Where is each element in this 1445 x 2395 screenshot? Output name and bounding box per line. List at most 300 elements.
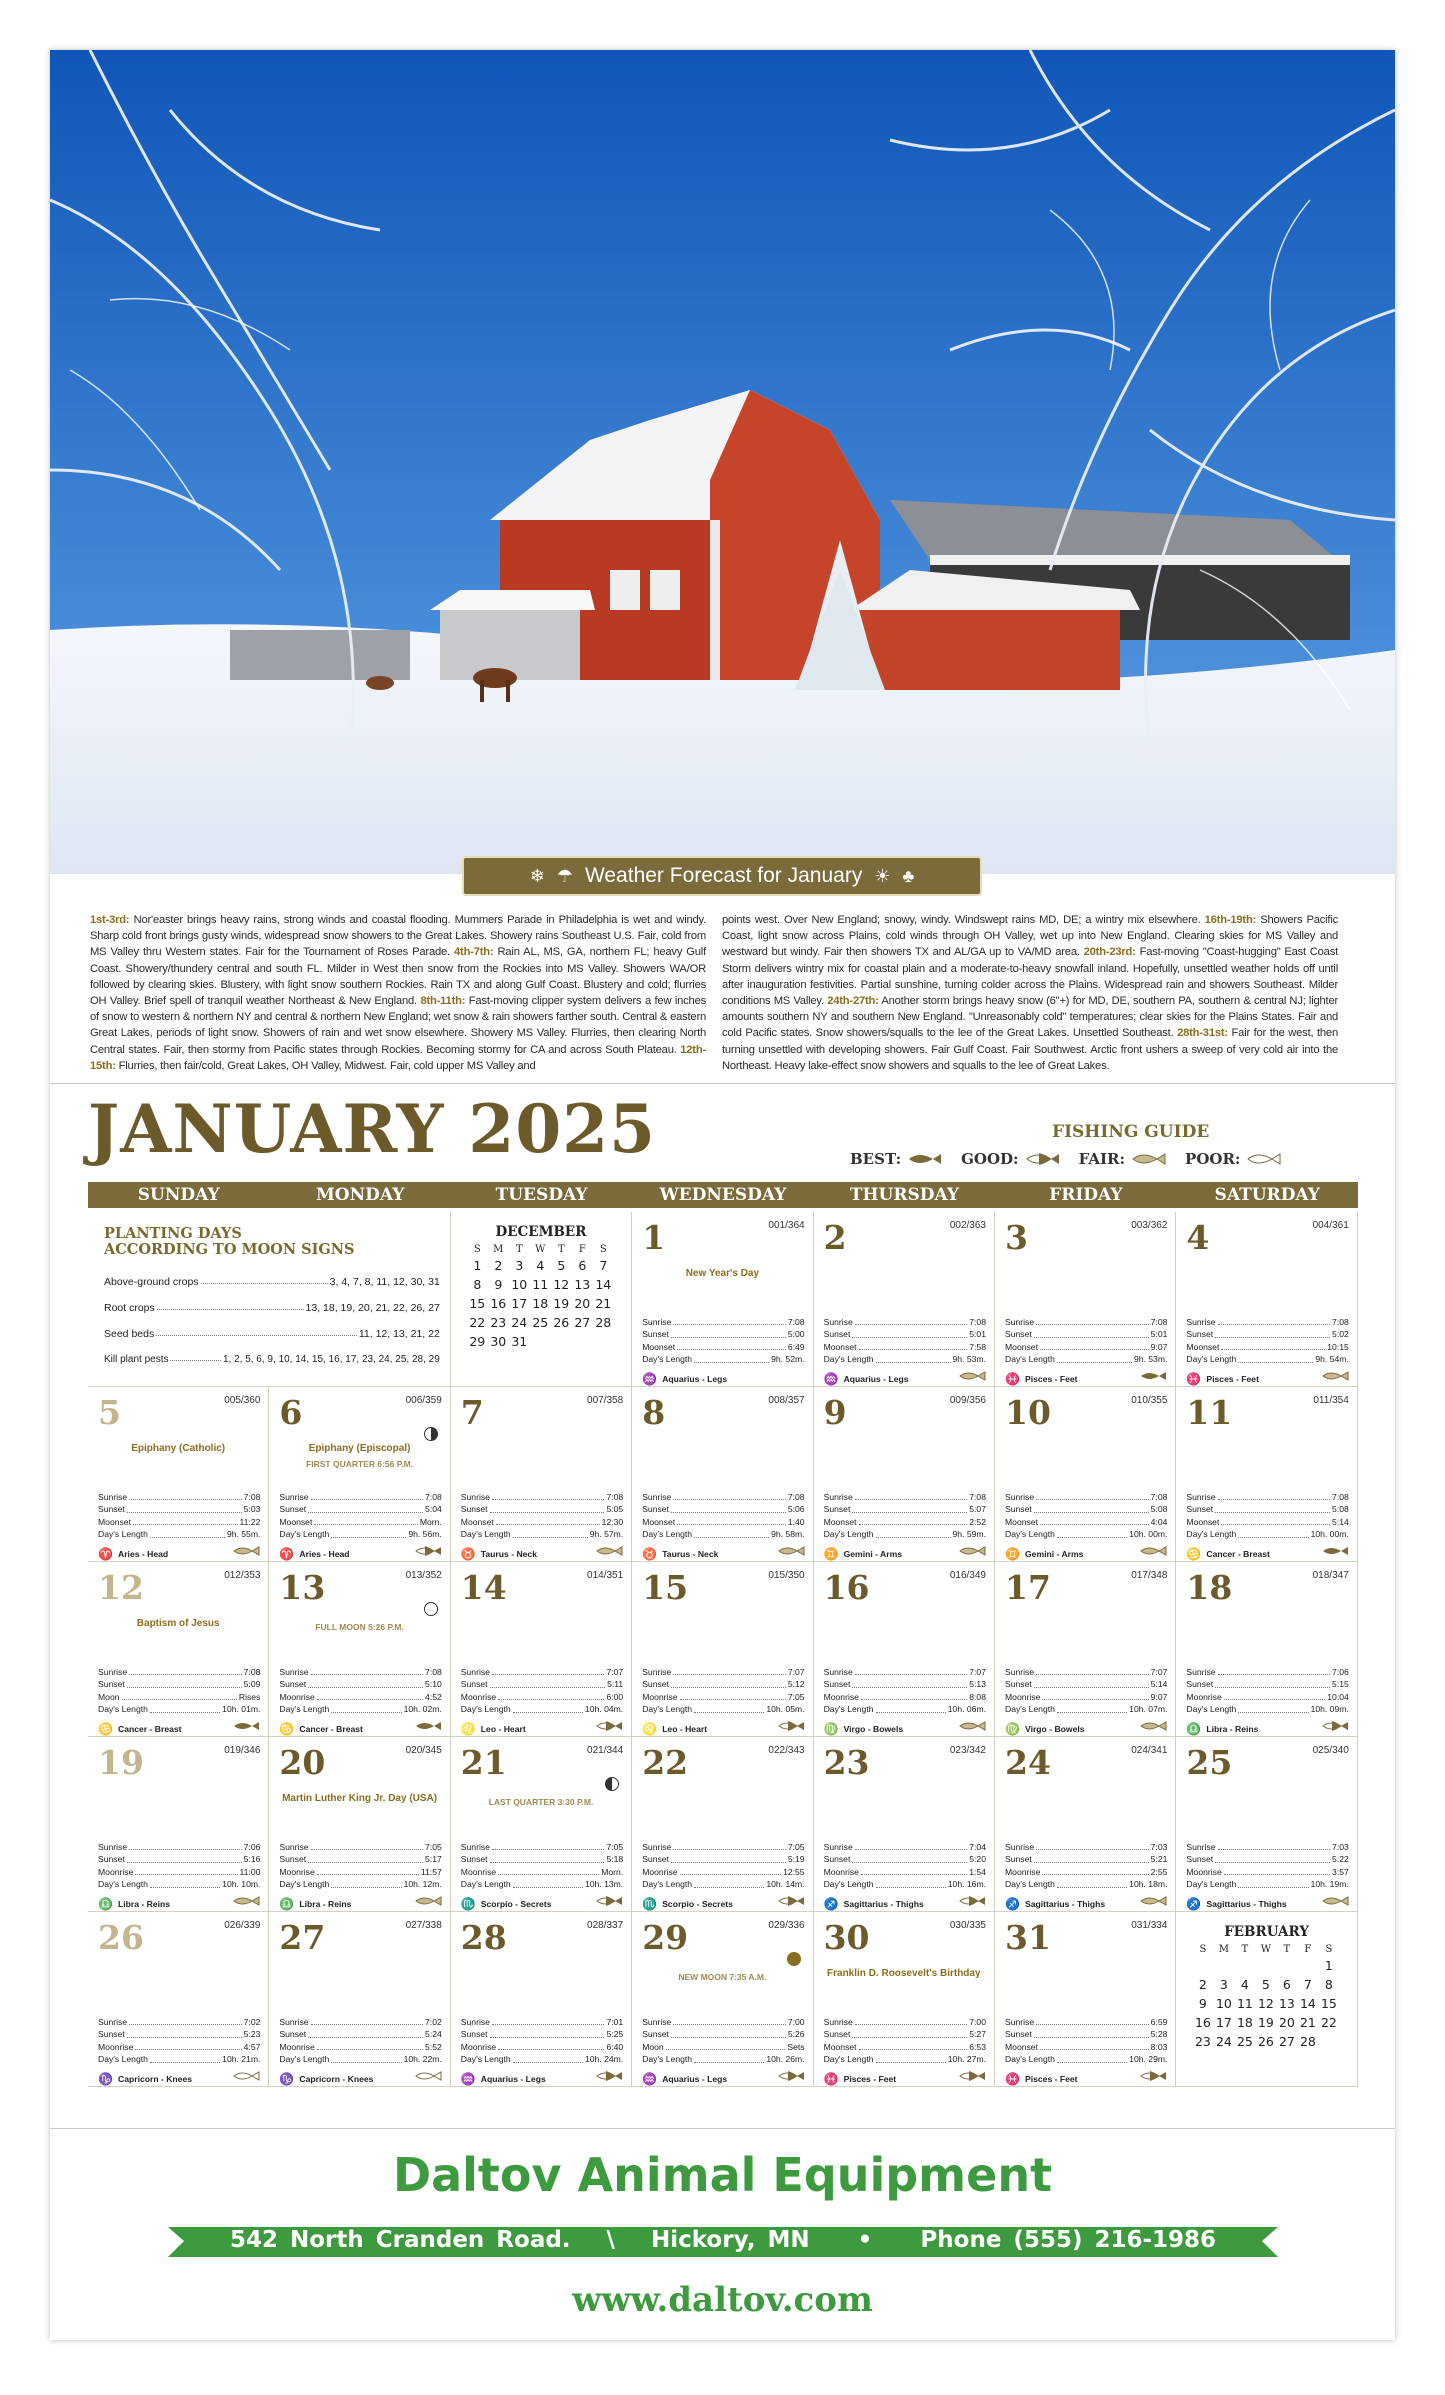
day-number: 15 bbox=[642, 1568, 689, 1607]
astro-label: Sunset bbox=[460, 2029, 488, 2040]
zodiac-icon: ♐ bbox=[1186, 1897, 1202, 1911]
day-cell bbox=[814, 1212, 995, 1387]
astro-label: Moonset bbox=[642, 1516, 676, 1527]
mini-weekday: S bbox=[1325, 1943, 1333, 1955]
astro-value: 7:58 bbox=[969, 1341, 986, 1352]
fishing-best-label: BEST: bbox=[850, 1150, 902, 1168]
fish-fair-icon bbox=[232, 1895, 260, 1907]
moon-row bbox=[1186, 1516, 1348, 1528]
planting-row-days: 11, 12, 13, 21, 22 bbox=[358, 1328, 440, 1340]
moon-row bbox=[1005, 1691, 1167, 1703]
day-length-row bbox=[642, 2053, 804, 2065]
astro-label: Sunset bbox=[1005, 1679, 1032, 1690]
astro-value: 10h. 22m. bbox=[403, 2054, 442, 2065]
mini-day: 5 bbox=[557, 1258, 566, 1273]
astro-label: Moonset bbox=[1186, 1516, 1220, 1527]
astro-label: Sunset bbox=[98, 2029, 125, 2040]
astro-label: Moonrise bbox=[1186, 1866, 1222, 1877]
astronomy-data bbox=[824, 2016, 986, 2066]
day-cell bbox=[814, 1737, 995, 1912]
fish-good-icon bbox=[1139, 2070, 1167, 2082]
fishing-fair bbox=[1079, 1150, 1167, 1168]
astronomy-data bbox=[642, 1491, 804, 1541]
day-length-row bbox=[642, 1528, 804, 1540]
holiday-label: Epiphany (Episcopal) bbox=[308, 1443, 411, 1454]
astronomy-data bbox=[461, 1491, 623, 1541]
astro-value: 7:05 bbox=[425, 1842, 442, 1852]
astro-value: 5:24 bbox=[425, 2029, 442, 2040]
astro-value: 5:19 bbox=[787, 1854, 805, 1865]
astro-value: 6:59 bbox=[1150, 2017, 1168, 2027]
fish-fair-icon bbox=[958, 1720, 986, 1732]
fish-good-icon bbox=[1321, 1720, 1349, 1732]
day-length-row bbox=[279, 1528, 441, 1540]
day-number: 13 bbox=[279, 1568, 326, 1607]
astro-label: Sunrise bbox=[1005, 1842, 1035, 1852]
astro-value: 10h. 02m. bbox=[403, 1704, 442, 1715]
astro-value: 10h. 13m. bbox=[584, 1879, 624, 1890]
astro-value: 7:08 bbox=[787, 1317, 805, 1327]
day-number: 16 bbox=[823, 1568, 870, 1607]
sunset-row bbox=[642, 1503, 804, 1515]
sunset-row bbox=[824, 1853, 986, 1865]
day-length-row bbox=[461, 1878, 623, 1890]
astro-label: Day's Length bbox=[460, 1704, 511, 1715]
sunrise-row bbox=[98, 1491, 260, 1503]
moon-row bbox=[98, 2041, 260, 2053]
day-number: 9 bbox=[823, 1393, 847, 1432]
day-cell bbox=[632, 1737, 813, 1912]
moon-row bbox=[824, 1866, 986, 1878]
astro-label: Day's Length bbox=[823, 1879, 874, 1890]
fishing-fair-label: FAIR: bbox=[1078, 1150, 1126, 1168]
zodiac-label: Aquarius - Legs bbox=[480, 2074, 546, 2084]
sun-icon: ☀ bbox=[874, 865, 891, 886]
astronomy-data bbox=[98, 1841, 260, 1891]
day-of-year: 001/364 bbox=[768, 1220, 805, 1231]
astro-label: Moonrise bbox=[279, 1691, 315, 1702]
astro-value: 5:27 bbox=[969, 2029, 986, 2040]
astro-label: Sunset bbox=[1186, 1854, 1214, 1865]
sunrise-row bbox=[461, 1666, 623, 1678]
sunrise-row bbox=[279, 2016, 441, 2028]
mini-day: 14 bbox=[1299, 1996, 1316, 2011]
astro-label: Sunset bbox=[642, 1329, 669, 1340]
astro-value: 9h. 59m. bbox=[952, 1529, 986, 1540]
astro-value: 5:28 bbox=[1150, 2029, 1168, 2040]
planting-title-line-2: ACCORDING TO MOON SIGNS bbox=[104, 1241, 355, 1258]
mini-day: 9 bbox=[494, 1277, 503, 1292]
moon-row bbox=[642, 2041, 804, 2053]
day-cell bbox=[88, 1912, 269, 2087]
zodiac-icon: ♐ bbox=[823, 1897, 839, 1911]
sunrise-row bbox=[642, 1491, 804, 1503]
astro-label: Moonset bbox=[1005, 1341, 1038, 1352]
sunset-row bbox=[98, 2028, 260, 2040]
day-number: 25 bbox=[1186, 1743, 1233, 1782]
mini-calendar-title: FEBRUARY bbox=[1224, 1924, 1309, 1940]
astro-label: Sunrise bbox=[1186, 1317, 1216, 1327]
astro-value: 5:14 bbox=[1332, 1516, 1349, 1527]
day-number: 11 bbox=[1186, 1393, 1233, 1432]
astro-value: 5:52 bbox=[425, 2041, 442, 2052]
astro-label: Sunset bbox=[460, 1679, 488, 1690]
moon-row bbox=[824, 1341, 986, 1353]
astro-label: Sunset bbox=[1005, 1329, 1032, 1340]
astro-value: 2:52 bbox=[969, 1516, 986, 1527]
holiday-label: New Year's Day bbox=[685, 1268, 760, 1279]
forecast-text: Another storm brings heavy snow (6"+) for MD, DE, southern PA, southern & central NJ; lighter amounts southern NY and southern New England. "Unreasonably cold" temperatures; clear skies for the Plains States. Fair and cold Pacific states. Snow showers/squalls to the lee of the Great Lakes. Unsettled Southeast. bbox=[722, 995, 1339, 1040]
astro-value: 11:22 bbox=[239, 1516, 261, 1527]
calendar-grid bbox=[88, 1212, 1358, 2087]
astro-label: Sunrise bbox=[460, 1667, 490, 1677]
mini-day: 17 bbox=[511, 1296, 528, 1311]
astro-value: 7:08 bbox=[606, 1492, 624, 1502]
astronomy-data bbox=[1186, 1316, 1348, 1366]
astronomy-data bbox=[98, 1491, 260, 1541]
zodiac-label: Aquarius - Legs bbox=[662, 1374, 728, 1384]
day-of-year: 024/341 bbox=[1131, 1745, 1168, 1756]
day-length-row bbox=[1005, 1528, 1167, 1540]
day-of-year: 015/350 bbox=[768, 1570, 805, 1581]
astro-value: 5:01 bbox=[1150, 1329, 1168, 1340]
astro-value: 11:00 bbox=[239, 1866, 261, 1877]
moon-row bbox=[824, 1516, 986, 1528]
sunset-row bbox=[1005, 1853, 1167, 1865]
astro-label: Day's Length bbox=[98, 2054, 148, 2065]
moon-row bbox=[98, 1516, 260, 1528]
sunrise-row bbox=[461, 1491, 623, 1503]
zodiac-label: Sagittarius - Thighs bbox=[1206, 1899, 1287, 1909]
astro-label: Sunset bbox=[1186, 1329, 1214, 1340]
astro-value: 9h. 53m. bbox=[1133, 1354, 1168, 1365]
astro-value: 5:00 bbox=[787, 1329, 805, 1340]
mini-weekday: M bbox=[1218, 1943, 1230, 1955]
astro-label: Sunset bbox=[98, 1504, 125, 1515]
astronomy-data bbox=[461, 2016, 623, 2066]
astro-value: 4:57 bbox=[243, 2041, 261, 2052]
astro-label: Sunset bbox=[823, 2029, 851, 2040]
mini-day: 21 bbox=[1299, 2015, 1316, 2030]
zodiac-label: Aries - Head bbox=[118, 1549, 169, 1559]
forecast-text: Flurries, then fair/cold, Great Lakes, OH Valley, Midwest. Fair, cold upper MS Valley and bbox=[115, 1059, 536, 1072]
company-website[interactable]: www.daltov.com bbox=[572, 2280, 873, 2320]
moon-row bbox=[461, 1516, 623, 1528]
day-number: 19 bbox=[98, 1743, 144, 1782]
day-number: 5 bbox=[98, 1393, 121, 1432]
zodiac-label: Capricorn - Knees bbox=[118, 2074, 193, 2084]
sunset-row bbox=[1186, 1853, 1348, 1865]
mini-day: 22 bbox=[1320, 2015, 1337, 2030]
day-length-row bbox=[642, 1878, 804, 1890]
planting-row-label: Root crops bbox=[104, 1302, 155, 1314]
mini-calendar-table bbox=[1192, 1942, 1339, 2051]
sunset-row bbox=[1005, 1503, 1167, 1515]
astro-value: 10h. 16m. bbox=[947, 1879, 986, 1890]
planting-row-label: Seed beds bbox=[104, 1328, 155, 1340]
day-number: 3 bbox=[1005, 1218, 1028, 1257]
astro-value: 7:03 bbox=[1150, 1842, 1168, 1852]
astro-value: 7:08 bbox=[969, 1317, 986, 1327]
holiday-label: Franklin D. Roosevelt's Birthday bbox=[827, 1968, 981, 1979]
sunrise-row bbox=[824, 1841, 986, 1853]
day-cell bbox=[88, 1737, 269, 1912]
astro-label: Moonset bbox=[823, 2041, 857, 2052]
astronomy-data bbox=[461, 1841, 623, 1891]
astronomy-data bbox=[824, 1491, 986, 1541]
astro-label: Day's Length bbox=[642, 1704, 693, 1715]
zodiac-label: Libra - Reins bbox=[1206, 1724, 1259, 1734]
moon-row bbox=[1005, 1866, 1167, 1878]
fishing-poor bbox=[1185, 1150, 1282, 1168]
fish-best-icon bbox=[1321, 1545, 1349, 1557]
astro-label: Sunrise bbox=[279, 2017, 309, 2027]
moon-phase-icon bbox=[605, 1777, 619, 1791]
mini-day bbox=[1297, 1956, 1318, 1975]
fish-poor-icon bbox=[232, 2070, 260, 2082]
sunrise-row bbox=[1005, 2016, 1167, 2028]
sunset-row bbox=[1005, 1678, 1167, 1690]
astro-value: 7:07 bbox=[969, 1667, 986, 1677]
astro-label: Sunrise bbox=[98, 1842, 128, 1852]
astro-label: Day's Length bbox=[1005, 1354, 1055, 1365]
astro-value: 5:23 bbox=[243, 2029, 261, 2040]
planting-title bbox=[104, 1226, 355, 1258]
fish-fair-icon bbox=[1321, 1895, 1349, 1907]
astro-label: Day's Length bbox=[279, 1879, 330, 1890]
day-cell bbox=[88, 1387, 269, 1562]
astro-label: Day's Length bbox=[642, 1879, 693, 1890]
day-of-year: 027/338 bbox=[405, 1920, 442, 1931]
moon-row bbox=[279, 1866, 441, 1878]
day-number: 18 bbox=[1186, 1568, 1233, 1607]
astro-label: Sunrise bbox=[823, 1667, 853, 1677]
day-number: 17 bbox=[1005, 1568, 1051, 1607]
day-of-year: 020/345 bbox=[405, 1745, 442, 1756]
planting-title-line-1: PLANTING DAYS bbox=[104, 1225, 242, 1242]
astro-label: Sunrise bbox=[1005, 1492, 1035, 1502]
zodiac-label: Virgo - Bowels bbox=[843, 1724, 904, 1734]
sunrise-row bbox=[98, 2016, 260, 2028]
day-cell bbox=[451, 1387, 632, 1562]
address-ribbon bbox=[168, 2223, 1278, 2259]
astro-value: 7:08 bbox=[425, 1492, 442, 1502]
day-length-row bbox=[824, 1528, 986, 1540]
zodiac-icon: ♑ bbox=[98, 2072, 113, 2086]
footer-divider bbox=[50, 2128, 1395, 2129]
astro-label: Sunset bbox=[460, 1854, 488, 1865]
mini-day bbox=[1234, 1956, 1255, 1975]
holiday-label: Baptism of Jesus bbox=[136, 1618, 220, 1629]
day-length-row bbox=[98, 1878, 260, 1890]
day-length-row bbox=[98, 2053, 260, 2065]
day-cell bbox=[1176, 1212, 1357, 1387]
astro-value: 9h. 56m. bbox=[408, 1529, 442, 1540]
mini-day: 4 bbox=[1240, 1977, 1249, 1992]
sunrise-row bbox=[642, 1316, 804, 1328]
day-number: 22 bbox=[642, 1743, 689, 1782]
mini-day: 24 bbox=[1215, 2034, 1232, 2049]
astro-label: Sunrise bbox=[642, 1317, 672, 1327]
astro-label: Sunset bbox=[279, 2029, 307, 2040]
weekday-monday: MONDAY bbox=[315, 1185, 405, 1205]
zodiac-label: Aquarius - Legs bbox=[662, 2074, 728, 2084]
astro-value: 7:07 bbox=[606, 1667, 624, 1677]
fish-best-icon bbox=[414, 1720, 442, 1732]
astro-value: 7:03 bbox=[1332, 1842, 1349, 1852]
rain-cloud-icon: ☂ bbox=[556, 865, 573, 886]
mini-day: 28 bbox=[595, 1315, 612, 1330]
day-length-row bbox=[279, 1703, 441, 1715]
sunset-row bbox=[1186, 1503, 1348, 1515]
forecast-text: points west. Over New England; snowy, windy. Windswept rains MD, DE; a wintry mix elsewhere. bbox=[722, 914, 1205, 926]
astronomy-data bbox=[1005, 2016, 1167, 2066]
astro-label: Sunrise bbox=[1005, 2017, 1035, 2027]
fish-poor-icon bbox=[1246, 1152, 1282, 1166]
astro-value: 5:26 bbox=[787, 2029, 805, 2040]
astro-value: 5:13 bbox=[969, 1679, 986, 1690]
moon-phase-icon bbox=[787, 1952, 801, 1966]
moon-row bbox=[279, 1691, 441, 1703]
astronomy-data bbox=[98, 2016, 260, 2066]
moon-row bbox=[279, 2041, 441, 2053]
astronomy-data bbox=[279, 1491, 441, 1541]
astro-value: 10h. 07m. bbox=[1129, 1704, 1168, 1715]
day-number: 14 bbox=[460, 1568, 507, 1607]
day-cell bbox=[995, 1387, 1176, 1562]
day-length-row bbox=[461, 1528, 623, 1540]
day-number: 2 bbox=[823, 1218, 847, 1257]
mini-weekday: T bbox=[1241, 1943, 1249, 1955]
day-of-year: 005/360 bbox=[224, 1395, 261, 1406]
forecast-date-range: 12th-15th: bbox=[90, 1043, 706, 1072]
astro-label: Day's Length bbox=[1005, 1529, 1055, 1540]
sunset-row bbox=[642, 1678, 804, 1690]
weekday-wednesday: WEDNESDAY bbox=[659, 1185, 787, 1205]
zodiac-label: Scorpio - Secrets bbox=[480, 1899, 552, 1909]
mini-day: 10 bbox=[1215, 1996, 1232, 2011]
astro-value: 3:57 bbox=[1332, 1866, 1349, 1877]
astro-value: 5:06 bbox=[787, 1504, 805, 1515]
day-number: 30 bbox=[823, 1918, 870, 1957]
forecast-text: Rain AL, MS, GA, northern FL; heavy Gulf Coast. Showery/thundery central and south FL. Milder in West then snow from the Rockies into MS Valley. Showers WA/OR followed by clearing skies. Blustery, with light snow southern Rockies. Rain TX and along Gulf Coast. Blustery and cold; flurries OH Valley. Brief spell of tranquil weather Northeast & New England. bbox=[90, 946, 707, 1008]
mini-calendar-title: DECEMBER bbox=[495, 1224, 587, 1240]
sunrise-row bbox=[1005, 1491, 1167, 1503]
astro-value: 5:12 bbox=[787, 1679, 805, 1690]
fish-best-icon bbox=[907, 1152, 943, 1166]
zodiac-icon: ♍ bbox=[823, 1722, 839, 1736]
zodiac-label: Leo - Heart bbox=[662, 1724, 708, 1734]
astro-value: 10h. 04m. bbox=[584, 1704, 624, 1715]
astro-value: 7:08 bbox=[969, 1492, 986, 1502]
mini-calendar-december bbox=[451, 1212, 632, 1387]
zodiac-sign bbox=[642, 1372, 804, 1386]
mini-weekday: S bbox=[599, 1243, 607, 1255]
astronomy-data bbox=[824, 1316, 986, 1366]
zodiac-icon: ♒ bbox=[460, 2072, 476, 2086]
mini-day: 20 bbox=[574, 1296, 591, 1311]
mini-calendar-february bbox=[1176, 1912, 1357, 2087]
astro-value: 10h. 27m. bbox=[947, 2054, 986, 2065]
day-cell bbox=[995, 1737, 1176, 1912]
mini-day: 16 bbox=[1194, 2015, 1211, 2030]
mini-day: 7 bbox=[1303, 1977, 1312, 1992]
astro-label: Sunset bbox=[1005, 1854, 1032, 1865]
astro-value: 5:11 bbox=[607, 1679, 624, 1690]
moon-row bbox=[1186, 1691, 1348, 1703]
sunset-row bbox=[461, 1678, 623, 1690]
astro-label: Day's Length bbox=[823, 1354, 874, 1365]
fish-fair-icon bbox=[1139, 1720, 1167, 1732]
astro-value: 5:17 bbox=[425, 1854, 442, 1865]
fish-good-icon bbox=[777, 2070, 805, 2082]
day-number: 1 bbox=[642, 1218, 666, 1257]
weekday-friday: FRIDAY bbox=[1049, 1185, 1123, 1205]
astro-label: Moonrise bbox=[460, 1866, 497, 1877]
day-cell bbox=[632, 1562, 813, 1737]
planting-row-days: 1, 2, 5, 6, 9, 10, 14, 15, 16, 17, 23, 24, 25, 28, 29 bbox=[222, 1354, 440, 1365]
zodiac-label: Cancer - Breast bbox=[1206, 1549, 1270, 1559]
astro-label: Sunset bbox=[1186, 1504, 1214, 1515]
day-cell bbox=[814, 1562, 995, 1737]
astro-value: 7:05 bbox=[606, 1842, 624, 1852]
mini-day bbox=[551, 1332, 572, 1351]
astro-label: Moonrise bbox=[642, 1866, 678, 1877]
zodiac-icon: ♊ bbox=[1005, 1547, 1020, 1561]
astro-label: Day's Length bbox=[460, 1529, 511, 1540]
day-length-row bbox=[1186, 1703, 1348, 1715]
astro-value: 10h. 00m. bbox=[1310, 1529, 1349, 1540]
moon-phase-label: NEW MOON 7:35 A.M. bbox=[678, 1972, 767, 1982]
day-cell bbox=[1176, 1562, 1357, 1737]
fishing-poor-label: POOR: bbox=[1185, 1150, 1241, 1168]
astro-label: Sunrise bbox=[98, 1667, 128, 1677]
astronomy-data bbox=[279, 1666, 441, 1716]
astro-value: 9h. 54m. bbox=[1315, 1354, 1349, 1365]
day-length-row bbox=[279, 2053, 441, 2065]
mini-weekday: W bbox=[535, 1243, 546, 1255]
sunrise-row bbox=[824, 1666, 986, 1678]
astro-value: 7:02 bbox=[425, 2017, 442, 2027]
astro-value: 7:06 bbox=[1332, 1667, 1349, 1677]
mini-day: 13 bbox=[574, 1277, 591, 1292]
moon-phase-label: FIRST QUARTER 6:56 P.M. bbox=[306, 1459, 414, 1469]
day-of-year: 025/340 bbox=[1312, 1745, 1349, 1756]
mini-day: 30 bbox=[490, 1334, 507, 1349]
fishing-good-label: GOOD: bbox=[961, 1150, 1019, 1168]
day-of-year: 012/353 bbox=[224, 1570, 261, 1581]
mini-calendar-table bbox=[467, 1242, 614, 1351]
astro-value: 10h. 21m. bbox=[222, 2054, 261, 2065]
planting-row-label: Kill plant pests bbox=[104, 1354, 169, 1365]
fish-good-icon bbox=[1025, 1152, 1061, 1166]
astro-value: 12:55 bbox=[783, 1866, 805, 1877]
zodiac-icon: ♌ bbox=[460, 1722, 476, 1736]
mini-day: 19 bbox=[1257, 2015, 1274, 2030]
astro-value: 10h. 18m. bbox=[1129, 1879, 1168, 1890]
sunrise-row bbox=[1005, 1666, 1167, 1678]
fishing-best bbox=[850, 1150, 943, 1168]
astro-label: Moonset bbox=[642, 1341, 676, 1352]
astro-label: Moonrise bbox=[279, 1866, 315, 1877]
day-cell bbox=[814, 1387, 995, 1562]
astro-label: Sunrise bbox=[1186, 1842, 1216, 1852]
astro-value: 10h. 10m. bbox=[222, 1879, 261, 1890]
astro-label: Sunrise bbox=[279, 1492, 309, 1502]
fish-poor-icon bbox=[414, 2070, 442, 2082]
mini-day bbox=[593, 1332, 614, 1351]
forecast-text: Fair for the west, then turning unsettled with developing showers. Fair Gulf Coast. Fair Southwest. Arctic front ushers a sweep of very cold air into the Northeast. Heavy lake-effect snow showers and squalls to the lee of Great Lakes. bbox=[722, 1027, 1338, 1072]
